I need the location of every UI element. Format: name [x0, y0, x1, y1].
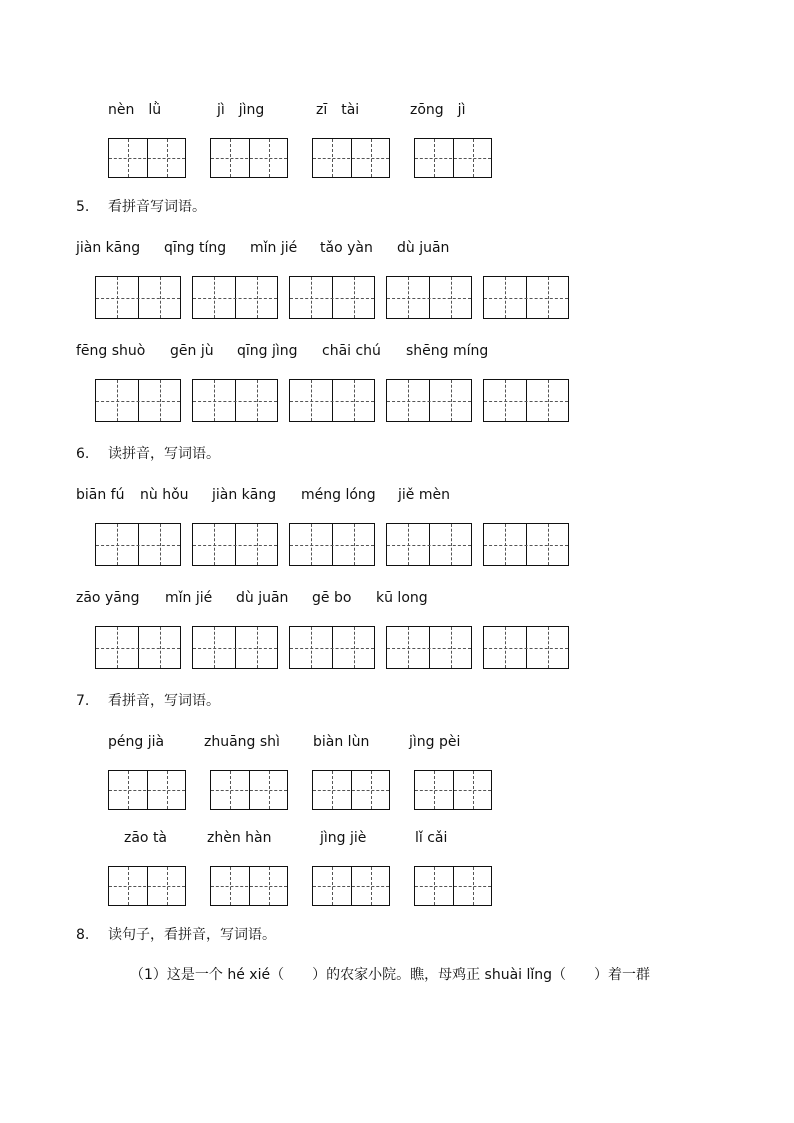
- answer-grid[interactable]: [289, 626, 375, 669]
- pinyin-label: zāo tà: [124, 830, 168, 846]
- answer-grid[interactable]: [289, 523, 375, 566]
- answer-grid[interactable]: [386, 626, 472, 669]
- pinyin-label: tǎo yàn: [320, 240, 373, 256]
- answer-grid[interactable]: [108, 866, 186, 906]
- answer-grid[interactable]: [210, 138, 288, 178]
- pinyin-label: gēn jù: [170, 343, 214, 359]
- pinyin-label: jìng jiè: [320, 830, 367, 846]
- answer-grid[interactable]: [210, 770, 288, 810]
- answer-grid[interactable]: [192, 626, 278, 669]
- answer-grid[interactable]: [483, 379, 569, 422]
- pinyin-label: qīng tíng: [164, 240, 227, 256]
- pinyin-label: dù juān: [236, 590, 289, 606]
- pinyin-label: zī tài: [316, 102, 360, 118]
- pinyin-label: shēng míng: [406, 343, 489, 359]
- pinyin-label: zhèn hàn: [207, 830, 272, 846]
- answer-grid[interactable]: [414, 770, 492, 810]
- answer-grid[interactable]: [386, 523, 472, 566]
- answer-grid[interactable]: [108, 138, 186, 178]
- pinyin-label: zhuāng shì: [204, 734, 280, 750]
- pinyin-label: zōng jì: [410, 102, 466, 118]
- pinyin-label: jiàn kāng: [212, 487, 277, 503]
- pinyin-label: fēng shuò: [76, 343, 146, 359]
- answer-grid[interactable]: [312, 770, 390, 810]
- pinyin-label: péng jià: [108, 734, 165, 750]
- pinyin-label: nù hǒu: [140, 487, 189, 503]
- answer-grid[interactable]: [386, 379, 472, 422]
- answer-grid[interactable]: [192, 523, 278, 566]
- pinyin-label: biàn lùn: [313, 734, 370, 750]
- pinyin-label: zāo yāng: [76, 590, 140, 606]
- answer-grid[interactable]: [414, 866, 492, 906]
- answer-grid[interactable]: [108, 770, 186, 810]
- question-number: 7.: [76, 693, 90, 709]
- pinyin-label: mǐn jié: [165, 590, 213, 606]
- pinyin-label: méng lóng: [301, 487, 376, 503]
- pinyin-label: jiě mèn: [398, 487, 450, 503]
- pinyin-label: kū long: [376, 590, 428, 606]
- question-8-sentence-1: （1）这是一个 hé xié（ ）的农家小院。瞧，母鸡正 shuài lǐng（ ）着一群: [130, 967, 651, 983]
- pinyin-label: jiàn kāng: [76, 240, 141, 256]
- pinyin-label: jì jìng: [217, 102, 265, 118]
- answer-grid[interactable]: [312, 138, 390, 178]
- answer-grid[interactable]: [95, 276, 181, 319]
- question-instruction: 看拼音，写词语。: [108, 693, 220, 709]
- answer-grid[interactable]: [95, 626, 181, 669]
- answer-grid[interactable]: [483, 626, 569, 669]
- pinyin-label: nèn lǜ: [108, 102, 162, 118]
- question-number: 8.: [76, 927, 90, 943]
- pinyin-label: dù juān: [397, 240, 450, 256]
- answer-grid[interactable]: [414, 138, 492, 178]
- pinyin-label: mǐn jié: [250, 240, 298, 256]
- answer-grid[interactable]: [192, 276, 278, 319]
- pinyin-label: gē bo: [312, 590, 352, 606]
- answer-grid[interactable]: [483, 523, 569, 566]
- answer-grid[interactable]: [210, 866, 288, 906]
- pinyin-label: chāi chú: [322, 343, 381, 359]
- answer-grid[interactable]: [95, 523, 181, 566]
- question-number: 5.: [76, 199, 90, 215]
- pinyin-label: lǐ cǎi: [415, 830, 448, 846]
- question-instruction: 看拼音写词语。: [108, 199, 206, 215]
- question-number: 6.: [76, 446, 90, 462]
- answer-grid[interactable]: [483, 276, 569, 319]
- answer-grid[interactable]: [289, 276, 375, 319]
- answer-grid[interactable]: [289, 379, 375, 422]
- pinyin-label: jìng pèi: [409, 734, 461, 750]
- question-instruction: 读拼音，写词语。: [108, 446, 220, 462]
- answer-grid[interactable]: [95, 379, 181, 422]
- answer-grid[interactable]: [386, 276, 472, 319]
- answer-grid[interactable]: [192, 379, 278, 422]
- answer-grid[interactable]: [312, 866, 390, 906]
- pinyin-label: qīng jìng: [237, 343, 298, 359]
- pinyin-label: biān fú: [76, 487, 125, 503]
- question-instruction: 读句子，看拼音，写词语。: [108, 927, 276, 943]
